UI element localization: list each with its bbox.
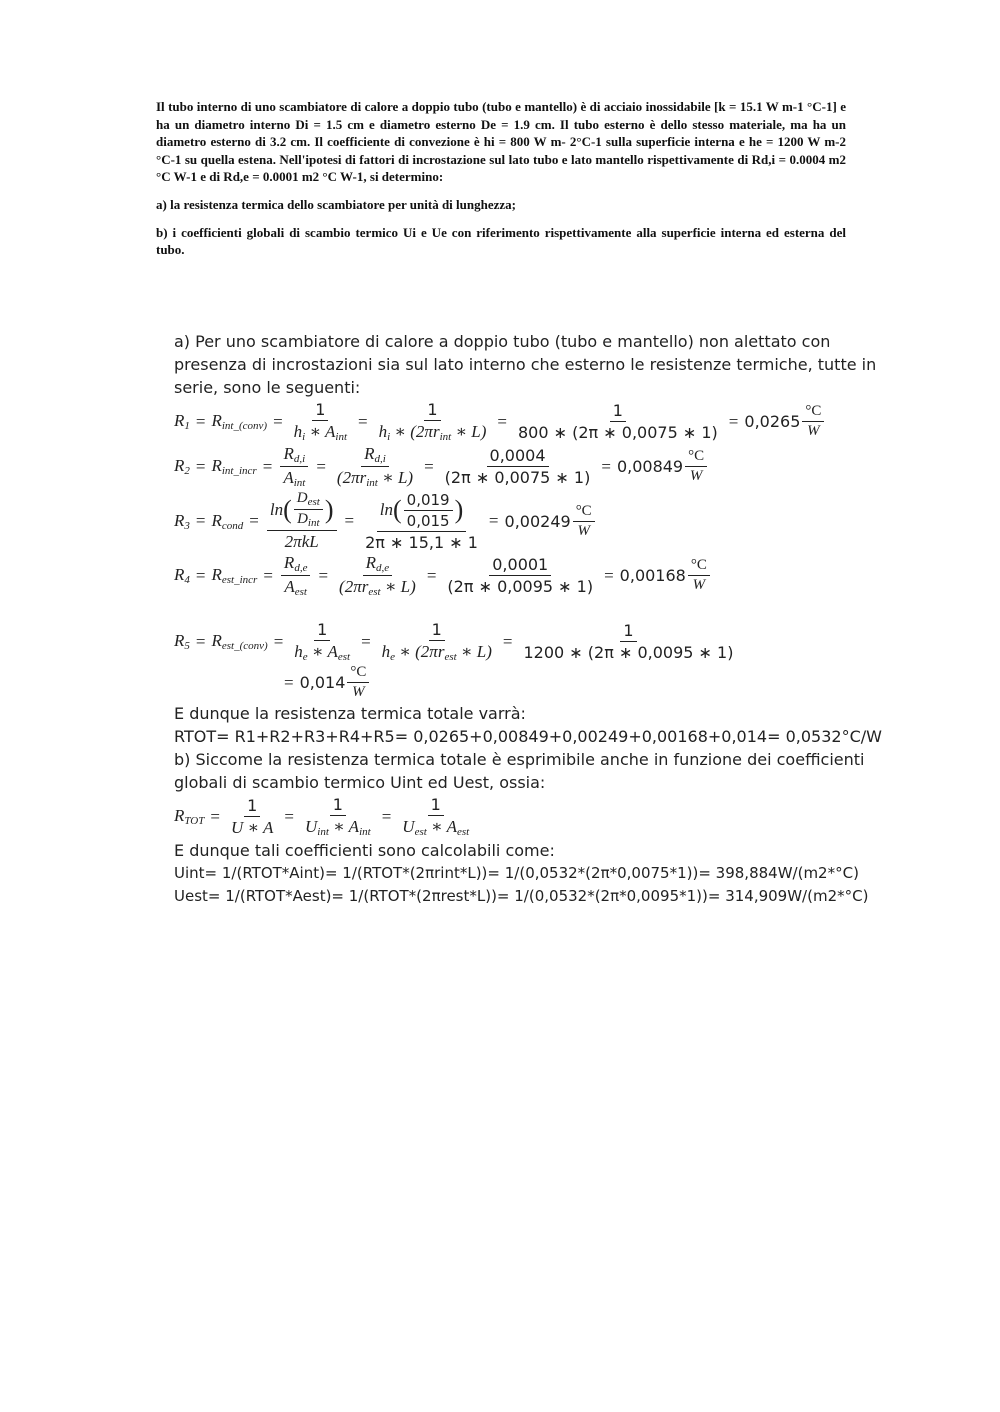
question-a: a) la resistenza termica dello scambiatore per unità di lunghezza; xyxy=(156,196,516,212)
r1-result: 0,0265 xyxy=(744,412,801,431)
problem-text: Il tubo interno di uno scambiatore di calore a doppio tubo (tubo e mantello) è di acciaio inossidabile [k = 15.1 W m-1 °C-1] e ha un diametro interno Di = 1.5 cm e diametro esterno De = 1.9 cm. Il tubo esterno è dello stesso materiale, ma ha un diametro esterno di 3.2 cm. Il coefficiente di convezione è hi = 800 W m- 2°C-1 sulla superficie interna e he = 1200 W m-2 °C-1 su quella estena. Nell'ipotesi di fattori di incrostazione sul lato tubo e lato mantello rispettivamente di Rd,i = 0.0004 m2 °C W-1 e di Rd,e = 0.0001 m2 °C W-1, si determino: xyxy=(156,99,846,185)
total-line: RTOT= R1+R2+R3+R4+R5= 0,0265+0,00849+0,00249+0,00168+0,014= 0,0532°C/W xyxy=(174,727,882,746)
r4-result: 0,00168 xyxy=(619,566,686,585)
calc-intro: E dunque tali coefficienti sono calcolabili come: xyxy=(174,841,555,860)
question-b: b) i coefficienti globali di scambio termico Ui e Ue con riferimento rispettivamente alla superficie interna ed esterna del tubo. xyxy=(156,224,846,258)
b-intro-line-2: globali di scambio termico Uint ed Uest, ossia: xyxy=(174,773,546,792)
equation-r1: $R_1$ = $R_{int\_(conv)}$ = $\frac{1}{h_i ∗ A_{int}}$ = $\frac{1}{h_i ∗ (2\pi r_{int} ∗ L)}$ = $\frac{1}{800 ∗ (2\pi ∗ 0,0075 ∗ 1)}$ = 0,0265 $\frac{^\circ C}{W}$ xyxy=(174,400,889,443)
solution-intro-line-3: serie, sono le seguenti: xyxy=(174,378,361,397)
r5-result: 0,014 xyxy=(299,673,346,692)
equation-r4: $R_4$ = $R_{est\_incr}$ = $\frac{R_{d,e}}{A_{est}}$ = $\frac{R_{d,e}}{(2\pi r_{est} ∗ L)}$ = $\frac{0,0001}{(2\pi ∗ 0,0095 ∗ 1)}$ = 0,00168 $\frac{^\circ C}{W}$ xyxy=(174,553,889,598)
u-est-line: Uest= 1/(RTOT*Aest)= 1/(RTOT*(2πrest*L))= 1/(0,0532*(2π*0,0095*1))= 314,909W/(m2*°C) xyxy=(174,887,869,905)
r3-result: 0,00249 xyxy=(504,511,571,531)
equation-r2: $R_2$ = $R_{int\_incr}$ = $\frac{R_{d,i}}{A_{int}}$ = $\frac{R_{d,i}}{(2\pi r_{int} ∗ L)}$ = $\frac{0,0004}{(2\pi ∗ 0,0075 ∗ 1)}$ = 0,00849 $\frac{^\circ C}{W}$ xyxy=(174,444,889,489)
problem-statement xyxy=(156,98,846,269)
solution-image xyxy=(174,330,889,908)
b-intro-line-1: b) Siccome la resistenza termica totale è esprimibile anche in funzione dei coefficienti xyxy=(174,750,865,769)
equation-r5-result: = 0,014 $\frac{^\circ C}{W}$ xyxy=(174,664,889,701)
solution-intro-line-2: presenza di incrostazioni sia sul lato interno che esterno le resistenze termiche, tutte in xyxy=(174,355,877,374)
u-int-line: Uint= 1/(RTOT*Aint)= 1/(RTOT*(2πrint*L))= 1/(0,0532*(2π*0,0075*1))= 398,884W/(m2*°C) xyxy=(174,864,859,882)
equation-r3: $R_3$ = $R_{cond}$ = ln ( $\frac{D_{est}}{D_{int}}$ ) 2πkL = ln ( $\frac{0,019}{0,015}$ ) 2π ∗ 15,1 ∗ 1 = 0,00249 $\frac{^\circ C}{W}$ xyxy=(174,490,889,552)
r2-result: 0,00849 xyxy=(616,457,684,476)
solution-intro-line-1: a) Per uno scambiatore di calore a doppio tubo (tubo e mantello) non alettato con xyxy=(174,332,831,351)
equation-r5: $R_5$ = $R_{est\_(conv)}$ = $\frac{1}{h_e ∗ A_{est}}$ = $\frac{1}{h_e ∗ (2\pi r_{est} ∗ L)}$ = $\frac{1}{1200 ∗ (2\pi ∗ 0,0095 ∗ 1)}$ xyxy=(174,620,734,663)
equation-rtot: $R_{TOT}$ = $\frac{1}{U ∗ A}$ = $\frac{1}{U_{int} ∗ A_{int}}$ = $\frac{1}{U_{est} ∗ A_{est}}$ xyxy=(174,795,470,838)
total-intro: E dunque la resistenza termica totale varrà: xyxy=(174,704,526,723)
